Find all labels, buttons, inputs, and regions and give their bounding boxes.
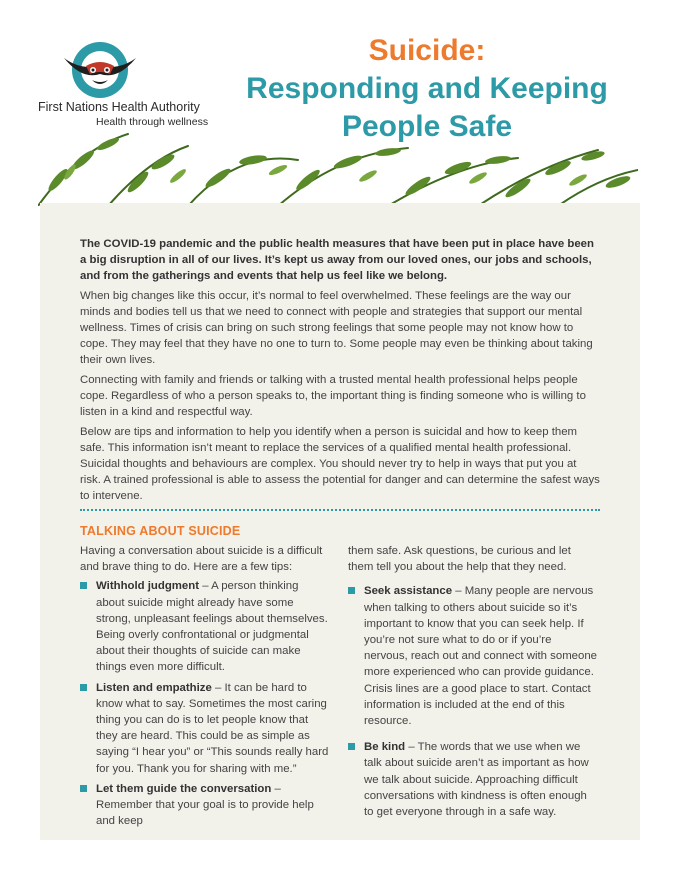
intro-paragraph-2: Connecting with family and friends or talking with a trusted mental health professional helps people cope. Regardless of who a person speaks to, the important thing is finding someone who is willing to listen in a kind and respectful way. [80,374,586,418]
tip-text: – The words that we use when we talk about suicide aren’t as important as how we talk about suicide. Approaching difficult conversations with kindness is often enough to get everyone through in a safe way. [364,741,589,819]
right-column [348,543,598,824]
tip-item [348,583,598,729]
tip-text: – Many people are nervous when talking to others about suicide so it’s important to know that you can seek help. If you’re not sure what to do or if you’re nervous, reach out and connect with someone more experienced who can provide guidance. Crisis lines are a good place to start. Contact information is included at the end of this resource. [364,585,598,728]
content-panel [40,203,640,840]
intro-section [80,236,600,508]
tip-title: Seek assistance [364,585,453,598]
tip-title: Withhold judgment [96,580,200,593]
org-name: First Nations Health Authority [38,100,200,114]
left-column [80,543,330,833]
intro-paragraph-3: Below are tips and information to help you identify when a person is suicidal and how to keep them safe. This information isn’t meant to replace the services of a qualified mental health professional. Suicidal thoughts and behaviours are complex. You should never try to help in ways that put you at risk. A trained professional is able to assess the potential for danger and can determine the safest ways to intervene. [80,426,600,502]
intro-paragraph-1: When big changes like this occur, it’s normal to feel overwhelmed. These feelings are the way our minds and bodies tell us that we need to connect with people and strategies that support our mental wellness. Times of crisis can bring on such strong feelings that some people may not know how to cope. They may feel that they have no one to turn to. Some people may even be thinking about taking their own lives. [80,290,593,366]
section-heading: TALKING ABOUT SUICIDE [80,524,241,538]
fnha-logo-icon [60,40,136,102]
tip-item [80,680,330,777]
tip-item [348,739,598,820]
org-tagline: Health through wellness [96,116,209,128]
cedar-foliage-illustration [38,130,638,206]
title-line-2: Responding and Keeping [246,72,608,105]
tip-item [80,578,330,675]
fnha-logo [38,40,218,140]
tip-title: Let them guide the conversation [96,782,272,795]
title-line-3: People Safe [341,110,513,143]
tip-text: – A person thinking about suicide might already have some strong, unpleasant feelings about themselves. Being overly confrontational or judgmental about their thoughts of suicide can make things even more difficult. [96,580,328,674]
tip-text: – It can be hard to know what to say. Sometimes the most caring thing you can do is to let people know that they are heard. This could be as simple as saying “I hear you” or “This sounds really hard for you. Thank you for sharing with me.” [96,681,329,775]
tip-item [80,781,330,830]
tip-title: Be kind [364,741,406,754]
tip-continued: them safe. Ask questions, be curious and let them tell you about the help that they need. [348,545,571,574]
dotted-divider [80,509,600,511]
title-line-1: Suicide: [368,34,486,67]
section-intro: Having a conversation about suicide is a difficult and brave thing to do. Here are a few tips: [80,545,323,574]
tip-title: Listen and empathize [96,681,212,694]
page-title [222,32,632,146]
intro-lead: The COVID-19 pandemic and the public health measures that have been put in place have been a big disruption in all of our lives. It’s kept us away from our loved ones, our jobs and schools, and from the gatherings and events that help us feel like we belong. [80,238,594,282]
page-header [0,0,680,205]
tip-text: – Remember that your goal is to provide help and keep [96,782,314,828]
